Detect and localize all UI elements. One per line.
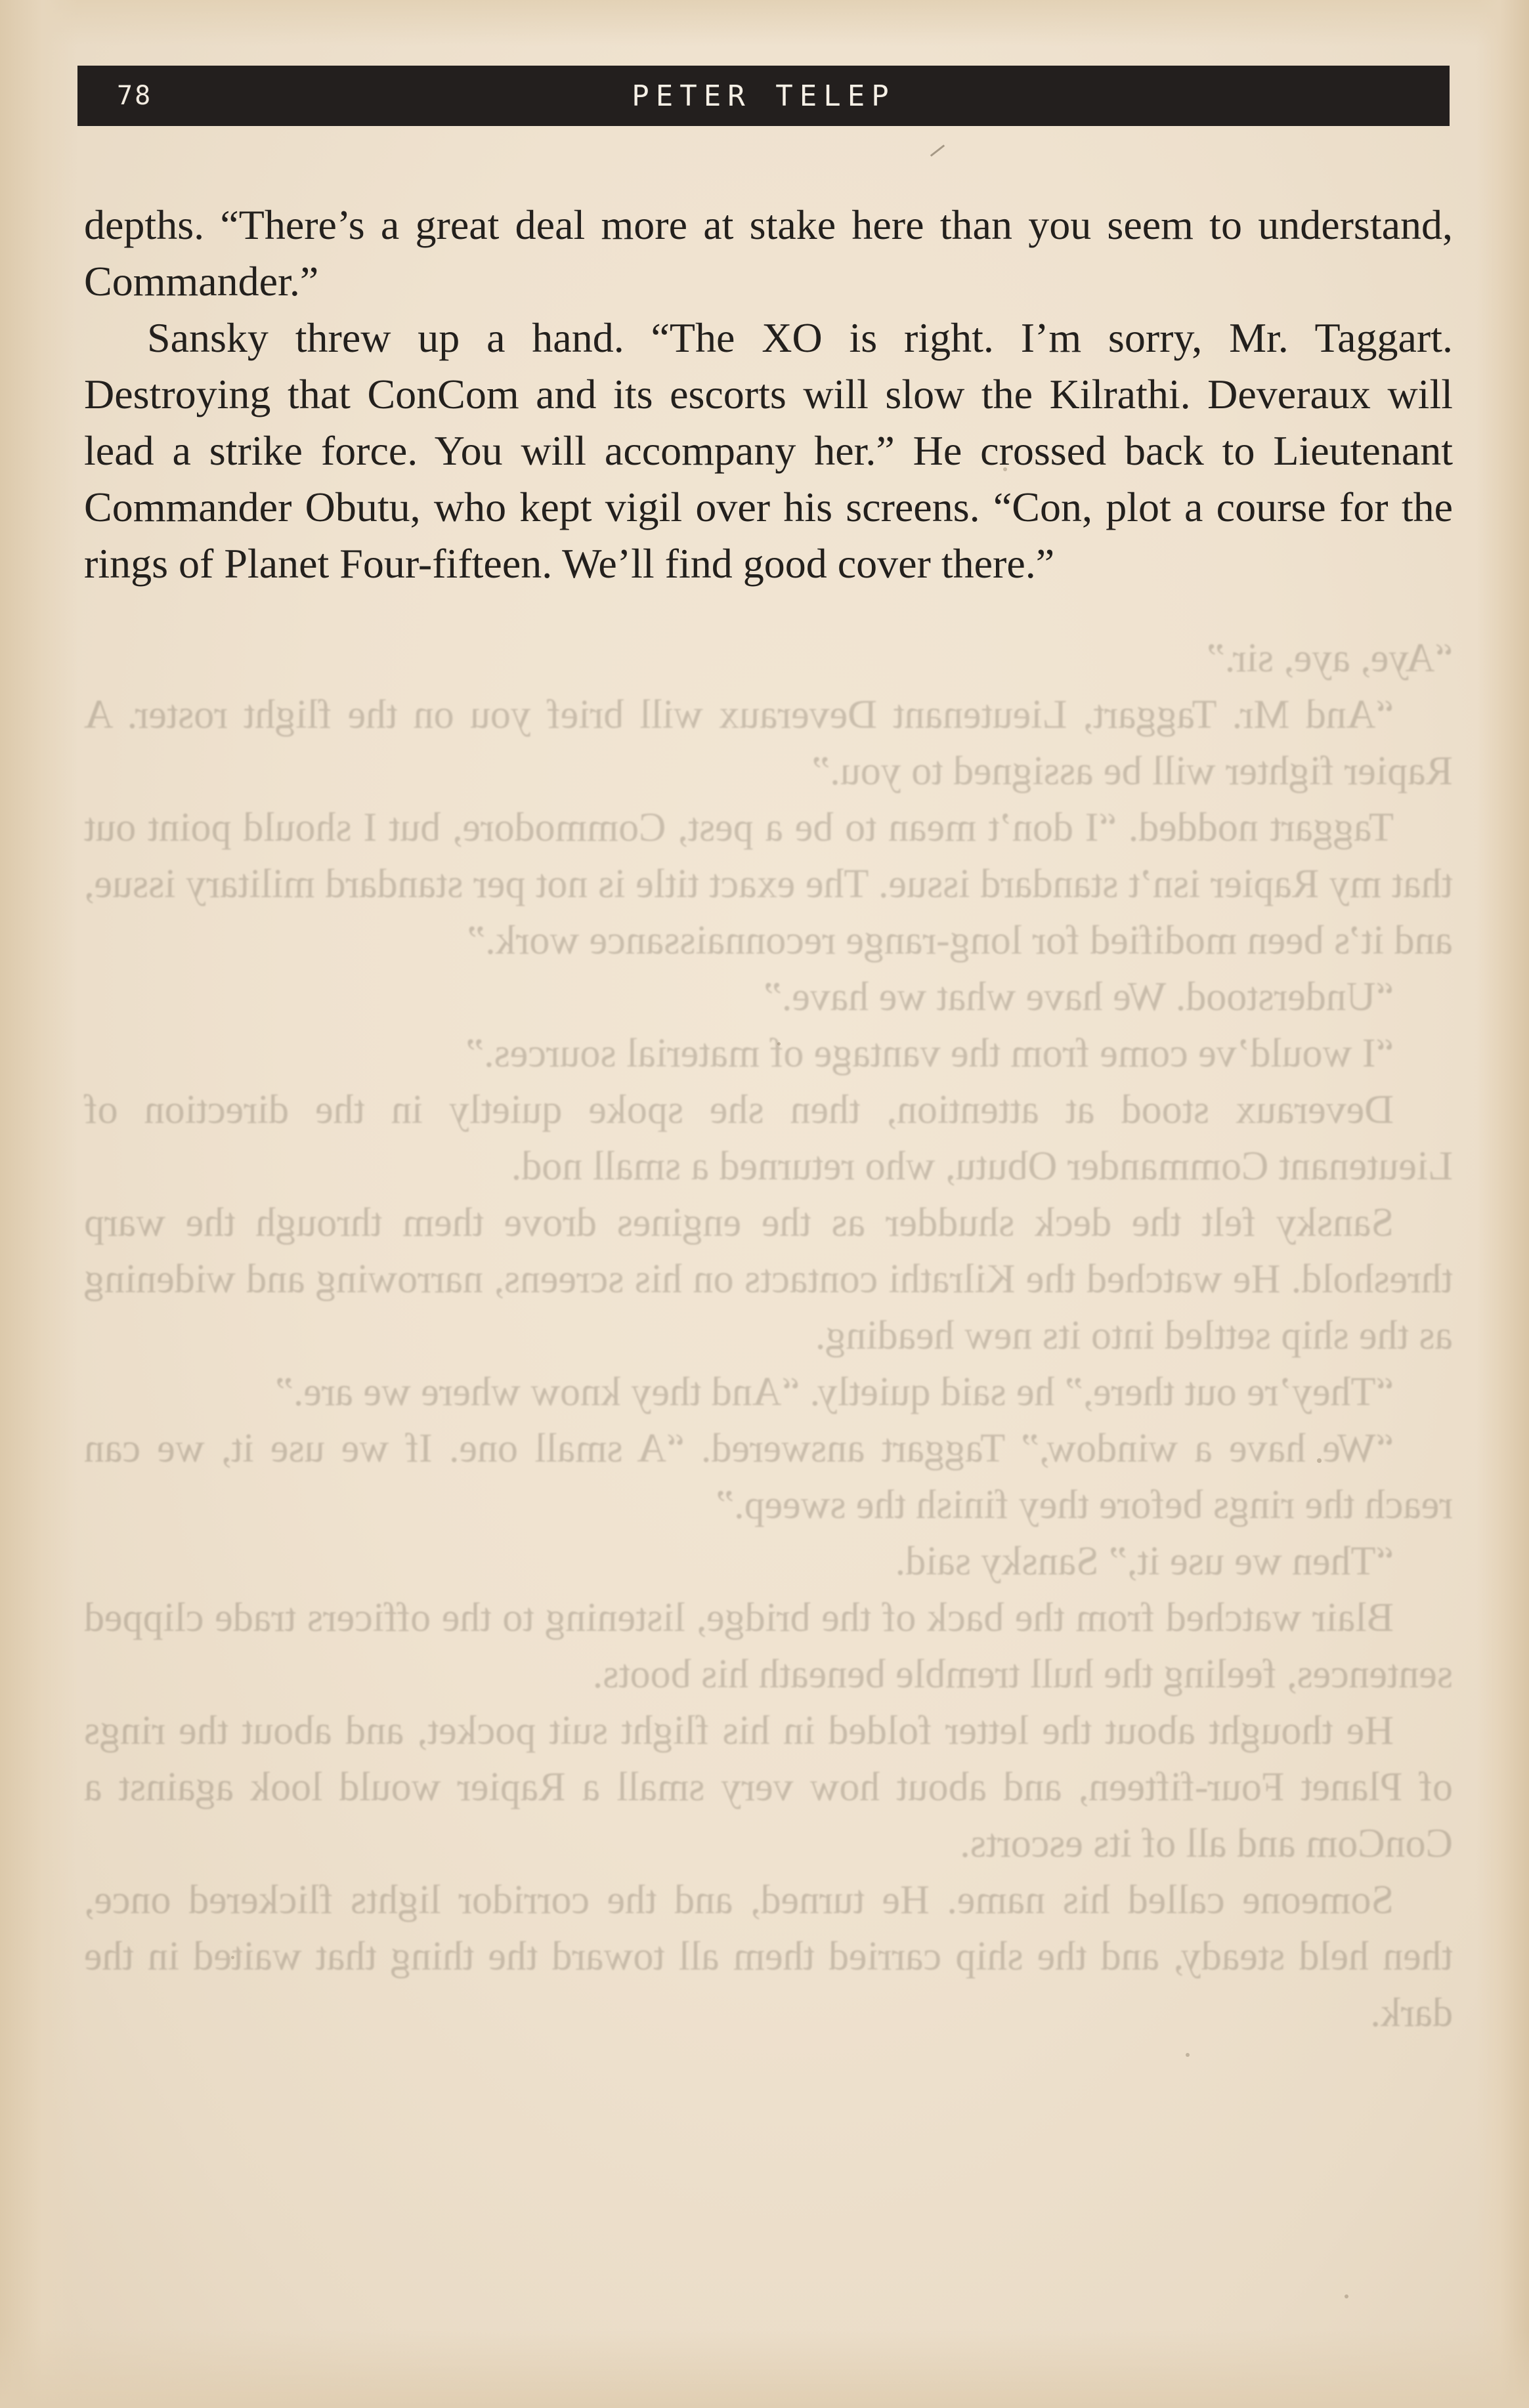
page-top-shading [0,0,1529,46]
verso-show-through [84,630,1453,2041]
show-through-line: Sansky felt the deck shudder as the engines drove them through the warp threshold. He watched the Kilrathi contacts on his screens, narrowing and widening as the ship settled into its new heading. [84,1200,1453,1358]
show-through-line: “We have a window,” Taggart answered. “A small one. If we use it, we can reach the rings before they finish the sweep.” [84,1426,1453,1527]
show-through-line: “Then we use it,” Sansky said. [895,1539,1394,1584]
page-number: 78 [117,81,153,111]
paragraph: Sansky threw up a hand. “The XO is right. I’m sorry, Mr. Taggart. Destroying that ConCom and its escorts will slow the Kilrathi. Deveraux will lead a strike force. You will accompany her.” He crossed back to Lieutenant Commander Obutu, who kept vigil over his screens. “Con, plot a course for the rings of Planet Four-fifteen. We’ll find good cover there.” [84,314,1453,587]
running-head-title: PETER TELEP [632,79,895,113]
paper-speck [231,1956,234,1959]
show-through-line: “And Mr. Taggart, Lieutenant Deveraux will brief you on the flight roster. A Rapier fighter will be assigned to you.” [84,692,1453,793]
paper-speck [1317,1458,1322,1463]
paper-speck [1345,2294,1348,2298]
show-through-line: He thought about the letter folded in his flight suit pocket, and about the rings of Planet Four-fifteen, and about how very small a Rapier would look against a ConCom and all of its escorts. [84,1708,1453,1866]
stray-pencil-mark [930,144,945,156]
paragraph: depths. “There’s a great deal more at stake here than you seem to understand, Commander.” [84,201,1453,305]
page-right-shading [1476,0,1529,2408]
show-through-line: Someone called his name. He turned, and the corridor lights flickered once, then held steady, and the ship carried them all toward the thing that waited in the dark. [84,1878,1453,2035]
paper-speck [1186,2053,1190,2057]
show-through-line: “I would’ve come from the vantage of material sources.” [465,1031,1394,1076]
page-left-shading [0,0,77,2408]
show-through-line: Blair watched from the back of the bridge, listening to the officers trade clipped sentences, feeling the hull tremble beneath his boots. [84,1595,1453,1697]
show-through-line: “Aye, aye, sir.” [1207,636,1453,681]
page-bottom-shading [0,2329,1529,2408]
running-head-bar [77,66,1450,126]
show-through-line: Taggart nodded. “I don’t mean to be a pest, Commodore, but I should point out that my Rapier isn’t standard issue. The exact title is not per standard military issue, and it’s been modified for long-range reconnaissance work.” [84,805,1453,963]
show-through-line: Deveraux stood at attention, then she spoke quietly in the direction of Lieutenant Commander Obutu, who returned a small nod. [84,1088,1453,1189]
paper-speck [777,1042,781,1046]
show-through-line: “Understood. We have what we have.” [764,975,1394,1019]
body-text [84,197,1453,592]
show-through-line: “They’re out there,” he said quietly. “And they know where we are.” [275,1370,1394,1414]
